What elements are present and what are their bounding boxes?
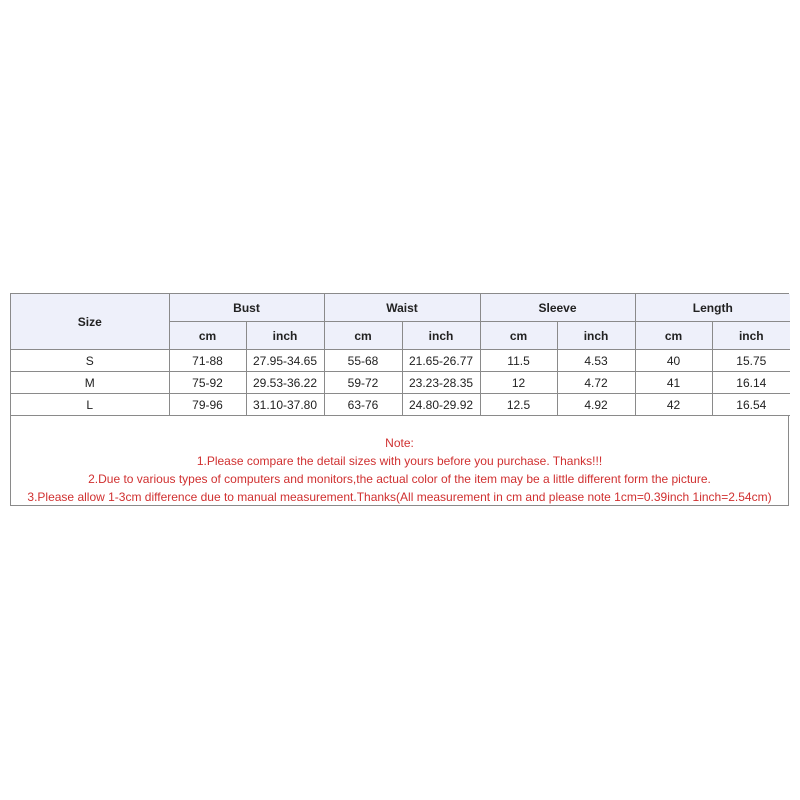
unit-header: inch [246, 322, 324, 350]
table-cell: 75-92 [169, 372, 246, 394]
size-cell: M [11, 372, 169, 394]
table-cell: 15.75 [712, 350, 790, 372]
unit-header: cm [324, 322, 402, 350]
size-header: Size [11, 294, 169, 350]
table-cell: 23.23-28.35 [402, 372, 480, 394]
table-cell: 4.72 [557, 372, 635, 394]
table-row [11, 394, 790, 416]
group-header-length: Length [635, 294, 790, 322]
table-cell: 4.92 [557, 394, 635, 416]
table-cell: 21.65-26.77 [402, 350, 480, 372]
table-cell: 42 [635, 394, 712, 416]
table-cell: 12 [480, 372, 557, 394]
notes-title: Note: [385, 436, 414, 450]
table-cell: 59-72 [324, 372, 402, 394]
table-cell: 40 [635, 350, 712, 372]
unit-header: cm [480, 322, 557, 350]
size-chart [10, 293, 789, 506]
unit-header: cm [635, 322, 712, 350]
table-cell: 12.5 [480, 394, 557, 416]
table-cell: 27.95-34.65 [246, 350, 324, 372]
table-row [11, 350, 790, 372]
unit-header: inch [402, 322, 480, 350]
table-cell: 79-96 [169, 394, 246, 416]
table-row [11, 372, 790, 394]
table-cell: 63-76 [324, 394, 402, 416]
group-header-bust: Bust [169, 294, 324, 322]
size-cell: L [11, 394, 169, 416]
size-cell: S [11, 350, 169, 372]
table-cell: 16.14 [712, 372, 790, 394]
notes-section [11, 416, 788, 506]
table-cell: 29.53-36.22 [246, 372, 324, 394]
table-cell: 24.80-29.92 [402, 394, 480, 416]
group-header-sleeve: Sleeve [480, 294, 635, 322]
table-cell: 16.54 [712, 394, 790, 416]
table-cell: 4.53 [557, 350, 635, 372]
note-line: 3.Please allow 1-3cm difference due to manual measurement.Thanks(All measurement in cm and please note 1cm=0.39inch 1inch=2.54cm) [27, 490, 772, 504]
unit-header: inch [557, 322, 635, 350]
table-cell: 41 [635, 372, 712, 394]
note-line: 1.Please compare the detail sizes with yours before you purchase. Thanks!!! [196, 454, 603, 468]
unit-header: cm [169, 322, 246, 350]
table-cell: 55-68 [324, 350, 402, 372]
note-line: 2.Due to various types of computers and monitors,the actual color of the item may be a little different form the picture. [88, 472, 711, 486]
table-cell: 71-88 [169, 350, 246, 372]
unit-header: inch [712, 322, 790, 350]
table-cell: 31.10-37.80 [246, 394, 324, 416]
size-table [11, 294, 790, 416]
group-header-waist: Waist [324, 294, 480, 322]
table-cell: 11.5 [480, 350, 557, 372]
